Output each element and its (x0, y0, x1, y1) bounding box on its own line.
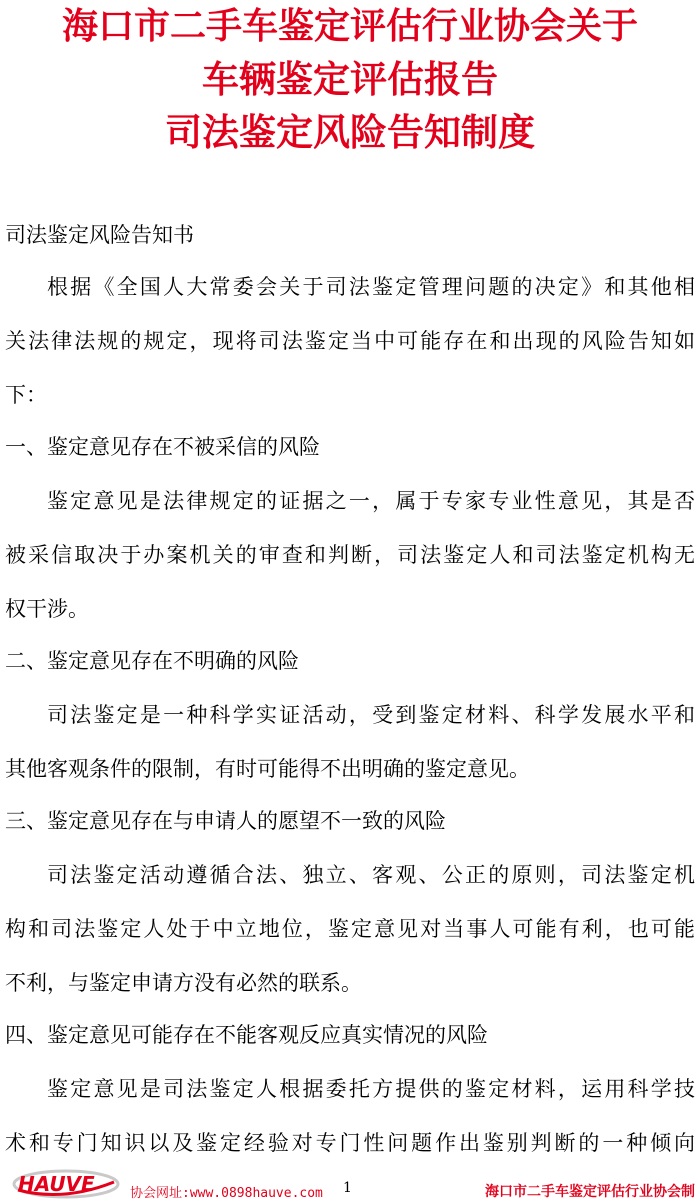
paragraph-line: 鉴定意见是司法鉴定人根据委托方提供的鉴定材料，运用科学技 (47, 1077, 695, 1101)
page-number: 1 (343, 1180, 352, 1196)
paragraph-line: 根据《全国人大常委会关于司法鉴定管理问题的决定》和其他相 (47, 275, 695, 299)
paragraph-line: 构和司法鉴定人处于中立地位，鉴定意见对当事人可能有利，也可能 (5, 917, 695, 941)
paragraph-line: 被采信取决于办案机关的审查和判断，司法鉴定人和司法鉴定机构无 (5, 543, 695, 567)
footer-organization: 海口市二手车鉴定评估行业协会制 (485, 1184, 695, 1200)
paragraph-line: 术和专门知识以及鉴定经验对专门性问题作出鉴别判断的一种倾向 (5, 1131, 695, 1155)
section-3-title: 三、鉴定意见存在与申请人的愿望不一致的风险 (5, 809, 446, 833)
paragraph-line: 司法鉴定活动遵循合法、独立、客观、公正的原则，司法鉴定机 (47, 863, 695, 887)
logo-text: HAUVE (18, 1172, 95, 1196)
paragraph-line: 其他客观条件的限制，有时可能得不出明确的鉴定意见。 (5, 757, 530, 781)
paragraph-line: 司法鉴定是一种科学实证活动，受到鉴定材料、科学发展水平和 (47, 703, 695, 727)
paragraph-line: 不利，与鉴定申请方没有必然的联系。 (5, 971, 362, 995)
notice-heading: 司法鉴定风险告知书 (5, 223, 194, 247)
hauve-logo (8, 1168, 120, 1200)
paragraph-line: 关法律法规的规定，现将司法鉴定当中可能存在和出现的风险告知如 (5, 329, 695, 353)
paragraph-line: 下： (5, 383, 47, 407)
footer-url: 协会网址:www.0898hauve.com (130, 1186, 323, 1201)
paragraph-line: 鉴定意见是法律规定的证据之一，属于专家专业性意见，其是否 (47, 489, 695, 513)
section-2-title: 二、鉴定意见存在不明确的风险 (5, 649, 299, 673)
title-line-3: 司法鉴定风险告知制度 (165, 111, 535, 154)
page-footer (0, 1168, 700, 1203)
section-4-title: 四、鉴定意见可能存在不能客观反应真实情况的风险 (5, 1023, 488, 1047)
title-line-1: 海口市二手车鉴定评估行业协会关于 (61, 6, 638, 47)
title-line-2: 车辆鉴定评估报告 (202, 58, 498, 101)
paragraph-line: 权干涉。 (5, 597, 89, 621)
section-1-title: 一、鉴定意见存在不被采信的风险 (5, 435, 320, 459)
